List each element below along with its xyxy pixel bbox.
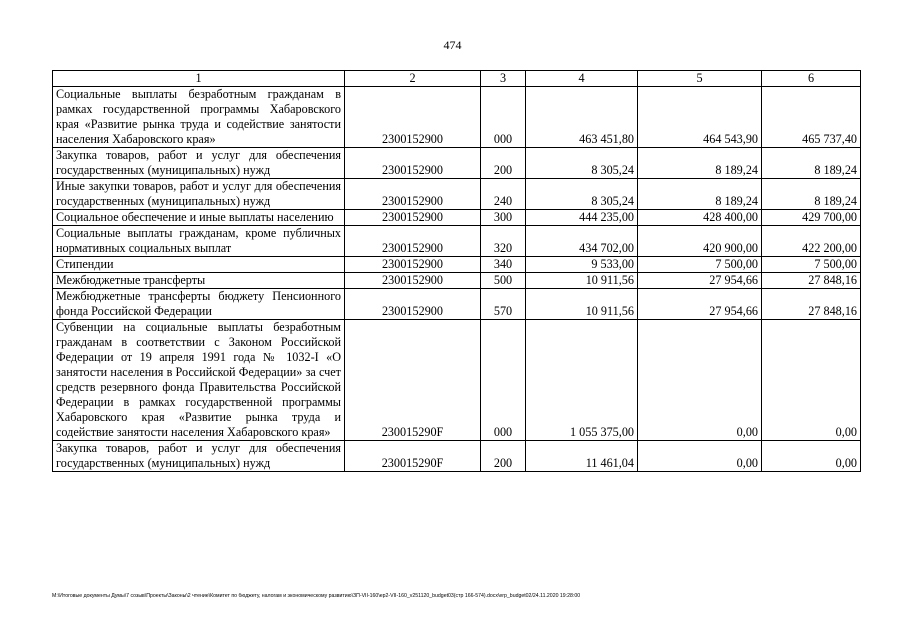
column-header-6: 6 <box>762 71 861 87</box>
row-expense-type: 000 <box>481 87 526 148</box>
table-row <box>53 257 861 273</box>
table-row <box>53 289 861 320</box>
table-row <box>53 179 861 210</box>
row-name: Закупка товаров, работ и услуг для обеспечения государственных (муниципальных) нужд <box>53 441 345 472</box>
row-target-code: 2300152900 <box>345 210 481 226</box>
row-target-code: 2300152900 <box>345 87 481 148</box>
table-row <box>53 210 861 226</box>
column-header-2: 2 <box>345 71 481 87</box>
row-expense-type: 320 <box>481 226 526 257</box>
row-amount-2: 27 954,66 <box>638 289 762 320</box>
row-amount-3: 27 848,16 <box>762 273 861 289</box>
row-amount-3: 27 848,16 <box>762 289 861 320</box>
table-row <box>53 320 861 441</box>
row-amount-2: 0,00 <box>638 441 762 472</box>
column-header-5: 5 <box>638 71 762 87</box>
table-row <box>53 273 861 289</box>
row-expense-type: 200 <box>481 148 526 179</box>
row-amount-2: 8 189,24 <box>638 179 762 210</box>
row-amount-2: 7 500,00 <box>638 257 762 273</box>
table-header-row <box>53 71 861 87</box>
table-row <box>53 441 861 472</box>
table-row <box>53 87 861 148</box>
row-expense-type: 000 <box>481 320 526 441</box>
row-amount-3: 8 189,24 <box>762 148 861 179</box>
row-amount-2: 464 543,90 <box>638 87 762 148</box>
row-amount-2: 420 900,00 <box>638 226 762 257</box>
table-row <box>53 148 861 179</box>
column-header-1: 1 <box>53 71 345 87</box>
row-amount-3: 465 737,40 <box>762 87 861 148</box>
row-amount-1: 8 305,24 <box>526 179 638 210</box>
row-name: Социальные выплаты безработным гражданам в рамках государственной программы Хабаровского края «Развитие рынка труда и содействие занятости населения Хабаровского края» <box>53 87 345 148</box>
row-amount-2: 27 954,66 <box>638 273 762 289</box>
column-header-4: 4 <box>526 71 638 87</box>
document-path-footer: M:\Итоговые документы Думы\7 созыв\Проекты\Законы\2 чтение\Комитет по бюджету, налогам и экономическому развитию\ЗП-VII-160\ер2-VII-160_v251120_budget03(стр 166-574).docx\erp_budget02/24.11.2020 19:28:00 <box>52 593 581 599</box>
row-amount-1: 10 911,56 <box>526 273 638 289</box>
row-name: Субвенции на социальные выплаты безработным гражданам в соответствии с Законом Российской Федерации от 19 апреля 1991 года № 1032-I «О занятости населения в Российской Федерации» за счет средств резервного фонда Правительства Российской Федерации в рамках государственной программы Хабаровского края «Развитие рынка труда и содействие занятости населения Хабаровского края» <box>53 320 345 441</box>
row-name: Социальные выплаты гражданам, кроме публичных нормативных социальных выплат <box>53 226 345 257</box>
row-amount-3: 7 500,00 <box>762 257 861 273</box>
row-amount-3: 8 189,24 <box>762 179 861 210</box>
row-amount-1: 434 702,00 <box>526 226 638 257</box>
row-expense-type: 200 <box>481 441 526 472</box>
row-target-code: 2300152900 <box>345 289 481 320</box>
budget-table <box>52 70 861 472</box>
row-name: Межбюджетные трансферты бюджету Пенсионного фонда Российской Федерации <box>53 289 345 320</box>
row-expense-type: 500 <box>481 273 526 289</box>
row-amount-3: 0,00 <box>762 320 861 441</box>
row-target-code: 2300152900 <box>345 273 481 289</box>
row-amount-3: 429 700,00 <box>762 210 861 226</box>
row-amount-2: 0,00 <box>638 320 762 441</box>
row-target-code: 230015290F <box>345 320 481 441</box>
row-expense-type: 240 <box>481 179 526 210</box>
row-name: Межбюджетные трансферты <box>53 273 345 289</box>
column-header-3: 3 <box>481 71 526 87</box>
row-amount-2: 8 189,24 <box>638 148 762 179</box>
row-expense-type: 570 <box>481 289 526 320</box>
row-amount-1: 8 305,24 <box>526 148 638 179</box>
row-amount-2: 428 400,00 <box>638 210 762 226</box>
row-name: Стипендии <box>53 257 345 273</box>
row-target-code: 2300152900 <box>345 226 481 257</box>
row-target-code: 230015290F <box>345 441 481 472</box>
row-target-code: 2300152900 <box>345 179 481 210</box>
row-name: Закупка товаров, работ и услуг для обеспечения государственных (муниципальных) нужд <box>53 148 345 179</box>
row-target-code: 2300152900 <box>345 148 481 179</box>
row-name: Иные закупки товаров, работ и услуг для обеспечения государственных (муниципальных) нужд <box>53 179 345 210</box>
row-expense-type: 300 <box>481 210 526 226</box>
table-row <box>53 226 861 257</box>
row-target-code: 2300152900 <box>345 257 481 273</box>
row-amount-3: 422 200,00 <box>762 226 861 257</box>
row-expense-type: 340 <box>481 257 526 273</box>
row-amount-1: 463 451,80 <box>526 87 638 148</box>
row-amount-1: 10 911,56 <box>526 289 638 320</box>
page-number: 474 <box>443 38 462 52</box>
row-amount-1: 1 055 375,00 <box>526 320 638 441</box>
row-amount-1: 11 461,04 <box>526 441 638 472</box>
row-name: Социальное обеспечение и иные выплаты населению <box>53 210 345 226</box>
row-amount-3: 0,00 <box>762 441 861 472</box>
row-amount-1: 9 533,00 <box>526 257 638 273</box>
row-amount-1: 444 235,00 <box>526 210 638 226</box>
